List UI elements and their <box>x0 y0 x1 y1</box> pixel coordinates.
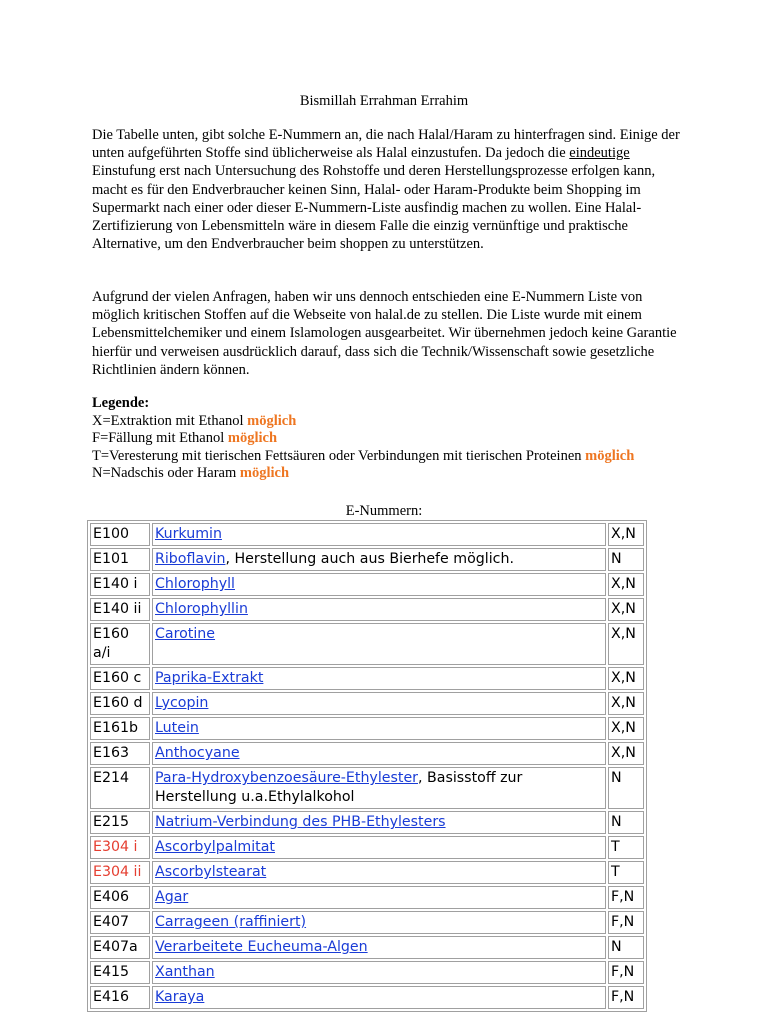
substance-cell <box>152 742 606 765</box>
legend-item-x: X=Extraktion mit Ethanol <box>92 412 244 429</box>
table-row <box>90 598 644 621</box>
e-number-code: E407 <box>90 911 150 934</box>
table-row <box>90 717 644 740</box>
e-number-code: E140 ii <box>90 598 150 621</box>
legend-possible: möglich <box>239 465 290 482</box>
underlined-word: eindeutige <box>569 145 630 162</box>
flags-cell: N <box>608 811 644 834</box>
intro-text-start: Die Tabelle unten, gibt solche E-Nummern an, die nach Halal/Haram zu hinterfragen sind. Einige der unten aufgeführten Stoffe sind üblicherweise als Halal einzustufen. Da jedoch die <box>92 127 680 162</box>
substance-link[interactable]: Agar <box>155 889 189 905</box>
substance-link[interactable]: Para-Hydroxybenzoesäure-Ethylester <box>155 770 419 786</box>
table-row <box>90 573 644 596</box>
table-row <box>90 692 644 715</box>
flags-cell: N <box>608 936 644 959</box>
substance-link[interactable]: Lycopin <box>155 695 209 711</box>
e-number-code: E163 <box>90 742 150 765</box>
e-number-code: E160 c <box>90 667 150 690</box>
flags-cell: X,N <box>608 717 644 740</box>
table-row <box>90 548 644 571</box>
legend-item-t: T=Veresterung mit tierischen Fettsäuren oder Verbindungen mit tierischen Proteinen <box>92 447 582 464</box>
e-number-code: E101 <box>90 548 150 571</box>
e-number-code: E407a <box>90 936 150 959</box>
substance-link[interactable]: Carrageen (raffiniert) <box>155 914 307 930</box>
substance-link[interactable]: Riboflavin <box>155 551 226 567</box>
substance-link[interactable]: Chlorophyll <box>155 576 235 592</box>
flags-cell: X,N <box>608 573 644 596</box>
table-row <box>90 811 644 834</box>
e-number-code: E160 a/i <box>90 623 150 665</box>
table-row <box>90 886 644 909</box>
legend-possible: möglich <box>585 447 635 464</box>
table-row <box>90 667 644 690</box>
e-number-code: E406 <box>90 886 150 909</box>
flags-cell: F,N <box>608 986 644 1009</box>
substance-link[interactable]: Carotine <box>155 626 216 642</box>
legend-item-f: F=Fällung mit Ethanol <box>92 430 225 447</box>
legend-heading: Legende: <box>92 395 150 411</box>
legend-possible: möglich <box>227 430 278 447</box>
flags-cell: X,N <box>608 598 644 621</box>
substance-cell <box>152 667 606 690</box>
substance-cell <box>152 548 606 571</box>
substance-link[interactable]: Ascorbylpalmitat <box>155 839 275 855</box>
flags-cell: X,N <box>608 692 644 715</box>
substance-cell <box>152 886 606 909</box>
substance-cell <box>152 811 606 834</box>
substance-cell <box>152 861 606 884</box>
substance-link[interactable]: Lutein <box>155 720 199 736</box>
substance-cell <box>152 986 606 1009</box>
substance-cell <box>152 523 606 546</box>
legend <box>92 395 732 483</box>
e-number-code: E214 <box>90 767 150 809</box>
flags-cell: F,N <box>608 911 644 934</box>
table-row <box>90 986 644 1009</box>
e-number-code: E304 i <box>90 836 150 859</box>
substance-link[interactable]: Anthocyane <box>155 745 240 761</box>
table-row <box>90 936 644 959</box>
table-row <box>90 767 644 809</box>
e-number-table <box>87 520 647 1012</box>
substance-link[interactable]: Karaya <box>155 989 205 1005</box>
substance-link[interactable]: Paprika-Extrakt <box>155 670 264 686</box>
e-number-code: E161b <box>90 717 150 740</box>
intro-paragraph-1 <box>92 126 692 253</box>
flags-cell: X,N <box>608 623 644 665</box>
intro-text-end: Einstufung erst nach Untersuchung des Rohstoffe und deren Herstellungsprozesse erfolgen kann, macht es für den Endverbraucher keinen Sinn, Halal- oder Haram-Produkte beim Shopping im Supermarkt nach einer oder dieser E-Nummern-Liste ausfindig machen zu wollen. Eine Halal-Zertifizierung von Lebensmitteln wäre in diesem Falle die einzig vernünftige und praktische Alternative, um den Endverbraucher beim shoppen zu unterstützen. <box>92 163 656 253</box>
e-number-code: E100 <box>90 523 150 546</box>
substance-link[interactable]: Chlorophyllin <box>155 601 248 617</box>
page-title: Bismillah Errahman Errahim <box>299 93 469 109</box>
substance-cell <box>152 961 606 984</box>
table-row <box>90 623 644 665</box>
flags-cell: F,N <box>608 961 644 984</box>
table-row <box>90 961 644 984</box>
legend-item-n: N=Nadschis oder Haram <box>92 465 237 482</box>
substance-cell <box>152 623 606 665</box>
substance-link[interactable]: Verarbeitete Eucheuma-Algen <box>155 939 368 955</box>
table-row <box>90 836 644 859</box>
table-row <box>90 523 644 546</box>
flags-cell: F,N <box>608 886 644 909</box>
substance-link[interactable]: Kurkumin <box>155 526 222 542</box>
substance-cell <box>152 573 606 596</box>
substance-cell <box>152 717 606 740</box>
substance-cell <box>152 598 606 621</box>
e-number-code: E215 <box>90 811 150 834</box>
e-number-code: E415 <box>90 961 150 984</box>
table-caption: E-Nummern: <box>345 503 423 519</box>
flags-cell: X,N <box>608 667 644 690</box>
e-number-code: E160 d <box>90 692 150 715</box>
flags-cell: T <box>608 861 644 884</box>
flags-cell: N <box>608 548 644 571</box>
flags-cell: N <box>608 767 644 809</box>
legend-possible: möglich <box>247 412 297 429</box>
e-number-code: E416 <box>90 986 150 1009</box>
substance-link[interactable]: Xanthan <box>155 964 215 980</box>
flags-cell: X,N <box>608 523 644 546</box>
substance-cell <box>152 911 606 934</box>
substance-link[interactable]: Natrium-Verbindung des PHB-Ethylesters <box>155 814 446 830</box>
substance-cell <box>152 692 606 715</box>
table-row <box>90 911 644 934</box>
substance-note: , Basisstoff zur Herstellung u.a.Ethylalkohol <box>155 770 523 805</box>
flags-cell: X,N <box>608 742 644 765</box>
substance-cell <box>152 836 606 859</box>
substance-cell <box>152 767 606 809</box>
flags-cell: T <box>608 836 644 859</box>
table-row <box>90 861 644 884</box>
e-number-code: E304 ii <box>90 861 150 884</box>
substance-note: , Herstellung auch aus Bierhefe möglich. <box>225 551 514 567</box>
intro-paragraph-2: Aufgrund der vielen Anfragen, haben wir uns dennoch entschieden eine E-Nummern Liste von möglich kritischen Stoffen auf die Webseite von halal.de zu stellen. Die Liste wurde mit einem Lebensmittelchemiker und einem Islamologen ausgearbeitet. Wir übernehmen jedoch keine Garantie hierfür und verweisen ausdrücklich darauf, dass sich die Technik/Wissenschaft sowie gesetzliche Richtlinien ändern können. <box>92 289 677 378</box>
substance-link[interactable]: Ascorbylstearat <box>155 864 267 880</box>
table-row <box>90 742 644 765</box>
substance-cell <box>152 936 606 959</box>
e-number-code: E140 i <box>90 573 150 596</box>
